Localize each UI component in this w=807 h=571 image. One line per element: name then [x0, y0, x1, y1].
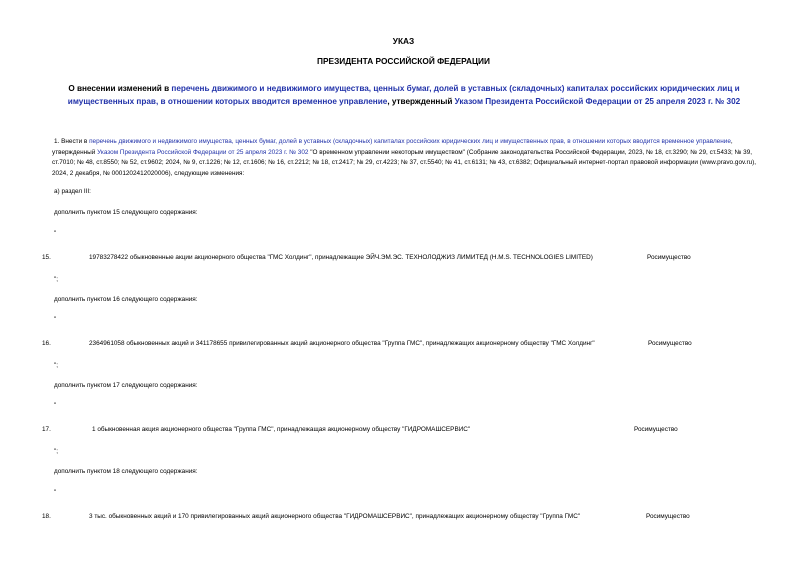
entry-owner: Росимущество — [648, 340, 692, 347]
heading-prefix: О внесении изменений в — [68, 84, 172, 93]
entry-owner: Росимущество — [646, 513, 690, 520]
entry-number: 18. — [42, 513, 51, 520]
add-item-text: дополнить пунктом 15 следующего содержания: — [54, 209, 198, 216]
add-item-text: дополнить пунктом 18 следующего содержания: — [54, 468, 198, 475]
close-quote: "; — [54, 276, 59, 283]
heading-link-list[interactable]: перечень движимого и недвижимого имущества, ценных бумаг, долей в уставных (складочных) капиталах российских юридических лиц и имущественных прав, в отношении которых вводится временное управление — [67, 84, 740, 106]
add-item-text: дополнить пунктом 16 следующего содержания: — [54, 296, 198, 303]
open-quote: " — [54, 402, 57, 409]
open-quote: " — [54, 230, 57, 237]
paragraph-1-link-list[interactable]: перечень движимого и недвижимого имущества, ценных бумаг, долей в уставных (складочных) капиталах российских юридических лиц и имущественных прав, в отношении которых вводится временное управление — [89, 138, 731, 145]
entry-text: 1 обыкновенная акция акционерного общества "Группа ГМС", принадлежащая акционерному обществу "ГИДРОМАШСЕРВИС" — [92, 426, 471, 433]
entry-number: 16. — [42, 340, 51, 347]
paragraph-1-middle: , утвержденный — [52, 138, 733, 156]
open-quote: " — [54, 489, 57, 496]
entry-number: 17. — [42, 426, 51, 433]
entry-number: 15. — [42, 254, 51, 261]
entry-owner: Росимущество — [647, 254, 691, 261]
paragraph-1-prefix: 1. Внести в — [54, 138, 90, 145]
heading-link-decree[interactable]: Указом Президента Российской Федерации от 25 апреля 2023 г. № 302 — [454, 96, 741, 106]
section-label: а) раздел III: — [54, 188, 91, 195]
close-quote: "; — [54, 448, 59, 455]
paragraph-1-suffix: "О временном управлении некоторым имуществом" (Собрание законодательства Российской Федерации, 2023, № 18, ст.3290; № 29, ст.5433; № 39, ст.7010; № 48, ст.8550; № 52, ст.9602; 2024, № 9, ст.1226; № 12, ст.1606; № 16, ст.2212; № 18, ст.2417; № 29, ст.4223; № 37, ст.5540; № 41, ст.6131; № 43, ст.6382; Официальный интернет-портал правовой информации (www.pravo.gov.ru), 2024, 2 декабря, № 0001202412020006), следующие изменения: — [52, 148, 757, 177]
paragraph-1-link-decree[interactable]: Указом Президента Российской Федерации от 25 апреля 2023 г. № 302 — [97, 148, 309, 156]
document-type-title: УКАЗ — [392, 36, 415, 46]
entry-text: 3 тыс. обыкновенных акций и 170 привилегированных акций акционерного общества "ГИДРОМАШСЕРВИС", принадлежащих акционерному обществу "Группа ГМС" — [89, 513, 581, 520]
entry-text: 2364961058 обыкновенных акций и 341178655 привилегированных акций акционерного общества "Группа ГМС", принадлежащих акционерному обществу "ГМС Холдинг" — [89, 340, 595, 347]
document-heading — [38, 83, 770, 108]
close-quote: "; — [54, 362, 59, 369]
issuer-title: ПРЕЗИДЕНТА РОССИЙСКОЙ ФЕДЕРАЦИИ — [317, 56, 490, 66]
entry-owner: Росимущество — [634, 426, 678, 433]
heading-middle: , утвержденный — [387, 96, 455, 106]
open-quote: " — [54, 316, 57, 323]
entry-text: 19783278422 обыкновенные акции акционерного общества "ГМС Холдинг", принадлежащие ЭЙЧ.ЭМ.ЭС. ТЕХНОЛОДЖИЗ ЛИМИТЕД (H.M.S. TECHNOLOGIES LIMITED) — [89, 254, 593, 261]
add-item-text: дополнить пунктом 17 следующего содержания: — [54, 382, 198, 389]
paragraph-1 — [52, 137, 770, 179]
